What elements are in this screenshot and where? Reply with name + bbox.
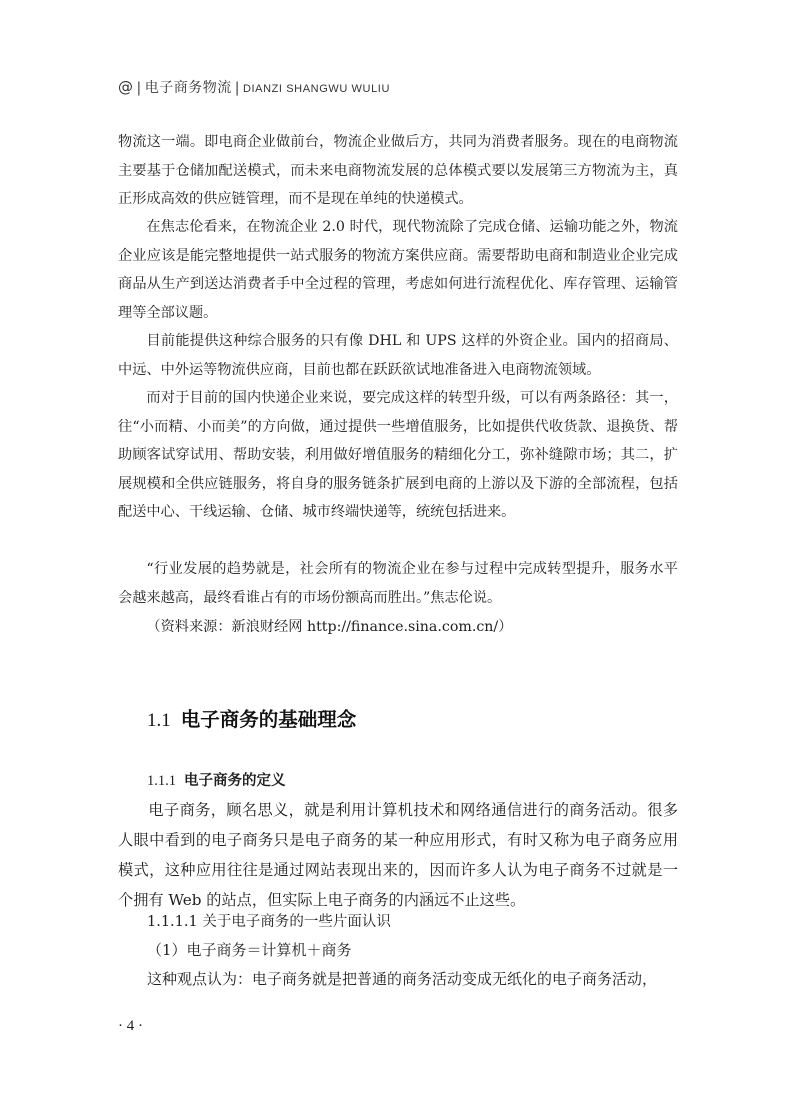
source-note: （资料来源：新浪财经网 http://finance.sina.com.cn/） (146, 619, 513, 635)
subsubsection-heading: 1.1.1.1 关于电子商务的一些片面认识 (147, 914, 391, 930)
paragraph-last-line: 这种观点认为：电子商务就是把普通的商务活动变成无纸化的电子商务活动， (147, 970, 658, 988)
header-mark: @ (118, 78, 134, 96)
paragraph-quote: “行业发展的趋势就是，社会所有的物流企业在参与过程中完成转型提升，服务水平会越来越高，最终看谁占有的市场份额高而胜出。”焦志伦说。 (118, 561, 678, 606)
paragraph-jiao-view: 在焦志伦看来，在物流企业 2.0 时代，现代物流除了完成仓储、运输功能之外，物流企业应该是能完整地提供一站式服务的物流方案供应商。需要帮助电商和制造业企业完成商品从生产到送达消费者手中全过程的管理，考虑如何进行流程优化、库存管理、运输管理等全部议题。 (118, 219, 678, 321)
section-number: 1.1 (147, 710, 171, 731)
page-number: · 4 · (118, 1018, 143, 1034)
running-header: @ | 电子商务物流 | DIANZI SHANGWU WULIU (118, 78, 390, 96)
paragraph-paths: 而对于目前的国内快递企业来说，要完成这样的转型升级，可以有两条路径：其一，往“小而精、小而美”的方向做，通过提供一些增值服务，比如提供代收货款、退换货、帮助顾客试穿试用、帮助安装，利用做好增值服务的精细化分工，弥补缝隙市场；其二，扩展规模和全供应链服务，将自身的服务链条扩展到电商的上游以及下游的全部流程，包括配送中心、干线运输、仓储、城市终端快递等，统统包括进来。 (118, 390, 678, 520)
subsection-number: 1.1.1 (147, 773, 176, 789)
header-cn-title: 电子商务物流 (144, 80, 232, 96)
subsection-title-text: 电子商务的定义 (184, 773, 286, 789)
header-en-title: DIANZI SHANGWU WULIU (242, 83, 390, 95)
paragraph-definition: 电子商务，顾名思义，就是利用计算机技术和网络通信进行的商务活动。很多人眼中看到的电子商务只是电子商务的某一种应用形式，有时又称为电子商务应用模式，这种应用往往是通过网站表现出来的，因而许多人认为电子商务不过就是一个拥有 Web 的站点，但实际上电子商务的内涵远不止这些。 (118, 801, 678, 909)
paragraph-continuation: 物流这一端。即电商企业做前台，物流企业做后方，共同为消费者服务。现在的电商物流主要基于仓储加配送模式，而未来电商物流发展的总体模式要以发展第三方物流为主，真正形成高效的供应链管理，而不是现在单纯的快递模式。 (118, 134, 678, 207)
list-item: （1）电子商务＝计算机＋商务 (147, 941, 352, 959)
subsection-heading (147, 769, 286, 790)
section-title-text: 电子商务的基础理念 (180, 708, 357, 731)
paragraph-providers: 目前能提供这种综合服务的只有像 DHL 和 UPS 这样的外资企业。国内的招商局、中远、中外运等物流供应商，目前也都在跃跃欲试地准备进入电商物流领域。 (118, 333, 678, 378)
section-heading (147, 704, 356, 732)
